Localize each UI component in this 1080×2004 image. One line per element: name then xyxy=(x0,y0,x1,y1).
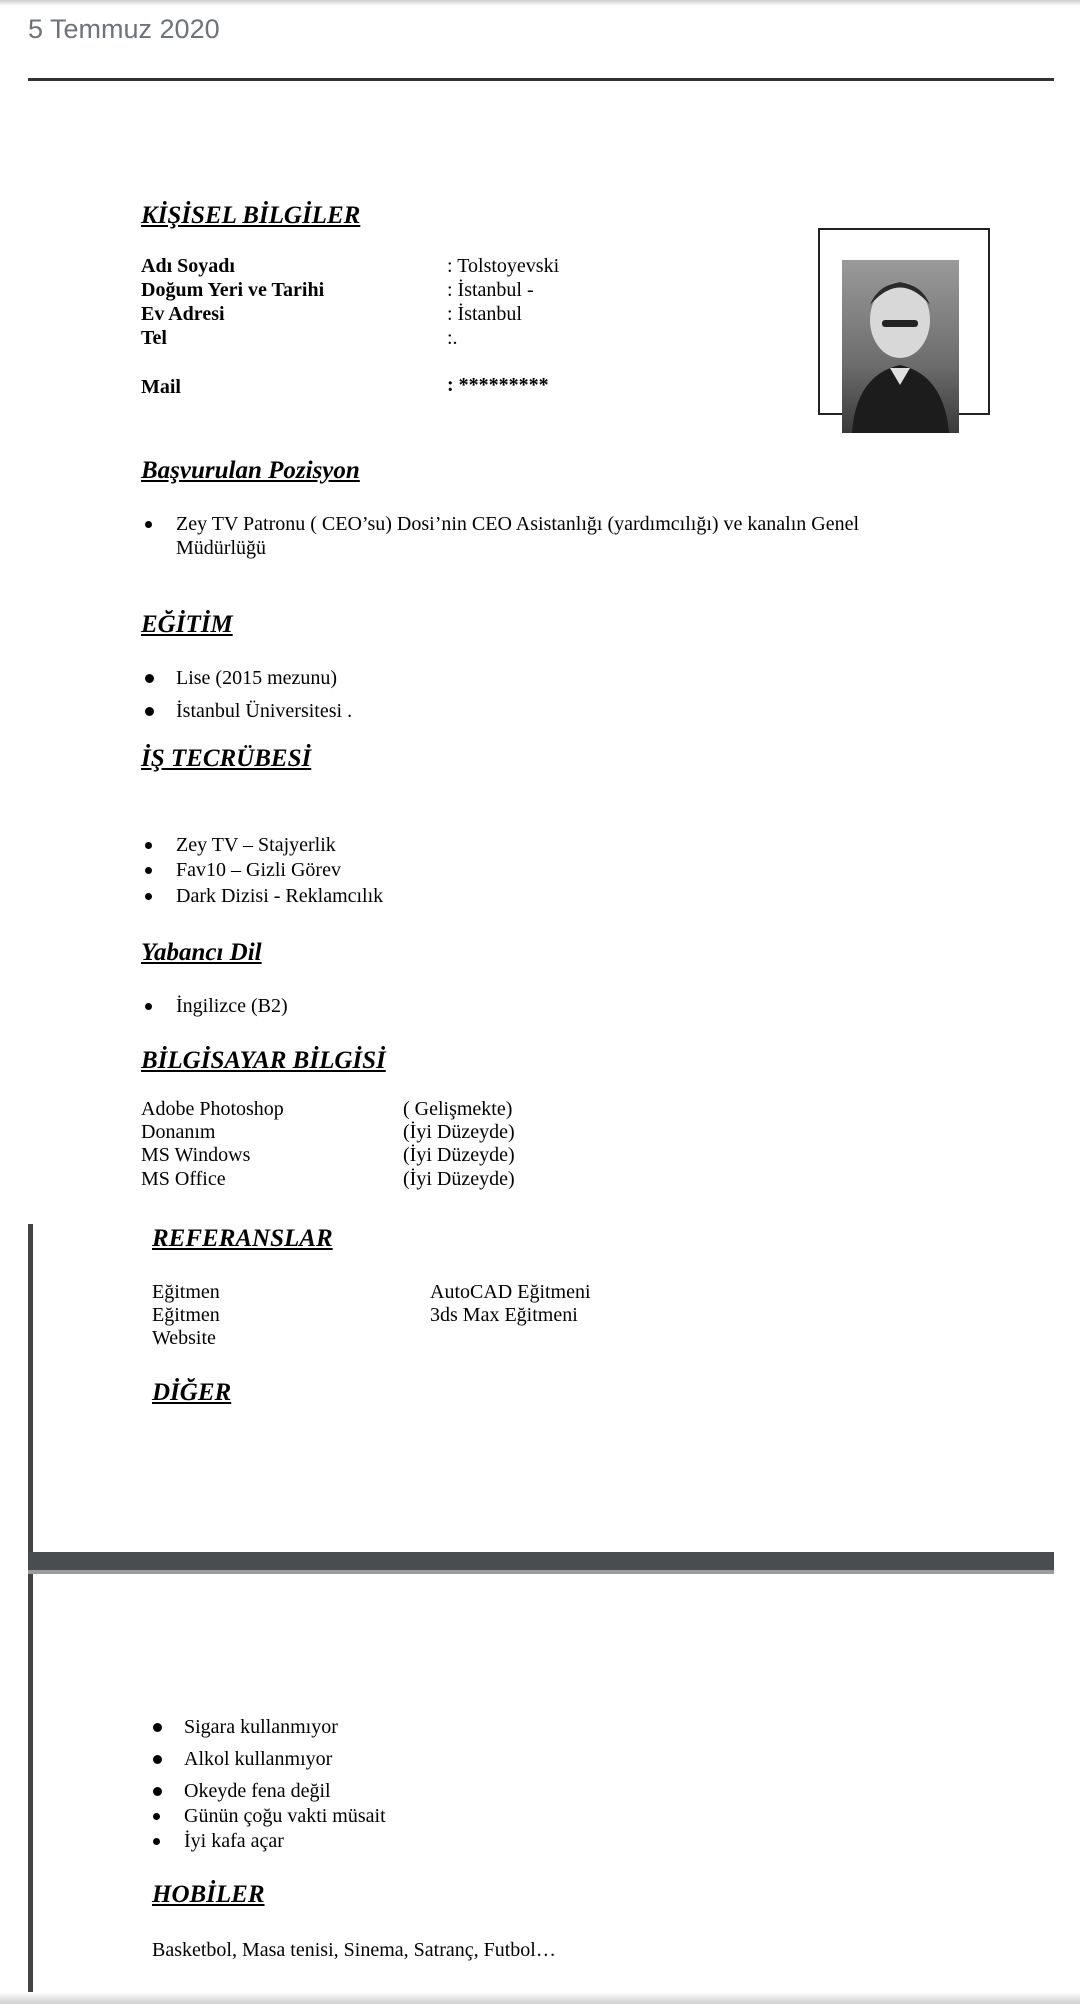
experience-heading: İŞ TECRÜBESİ xyxy=(141,745,312,772)
other-item-text: Okeyde fena değil xyxy=(184,1780,331,1802)
list-item xyxy=(153,1779,753,1803)
reference-value: AutoCAD Eğitmeni xyxy=(430,1281,591,1303)
top-edge-shadow xyxy=(0,0,1080,6)
education-heading: EĞİTİM xyxy=(141,611,233,638)
personal-label: Adı Soyadı xyxy=(141,255,235,277)
bullet-dot xyxy=(145,893,152,900)
experience-item-text: Dark Dizisi - Reklamcılık xyxy=(176,885,384,907)
reference-label: Eğitmen xyxy=(152,1304,220,1326)
bullet-dot xyxy=(153,1723,162,1732)
other-item-text: Sigara kullanmıyor xyxy=(184,1716,338,1738)
skill-name: MS Office xyxy=(141,1168,226,1190)
list-item xyxy=(145,994,745,1018)
experience-item-text: Fav10 – Gizli Görev xyxy=(176,859,341,881)
experience-item-text: Zey TV – Stajyerlik xyxy=(176,834,336,856)
bullet-dot xyxy=(153,1813,160,1820)
position-item xyxy=(145,512,905,560)
personal-value: : İstanbul xyxy=(447,303,522,325)
position-heading: Başvurulan Pozisyon xyxy=(141,457,360,484)
language-heading: Yabancı Dil xyxy=(141,939,262,966)
list-item xyxy=(145,666,745,690)
list-item xyxy=(153,1804,753,1828)
bullet-dot xyxy=(153,1755,162,1764)
reference-value: 3ds Max Eğitmeni xyxy=(430,1304,578,1326)
bullet-dot xyxy=(145,707,154,716)
other-heading: DİĞER xyxy=(152,1379,232,1406)
reference-label: Website xyxy=(152,1327,216,1349)
other-item-text: Alkol kullanmıyor xyxy=(184,1748,333,1770)
skill-level: (İyi Düzeyde) xyxy=(403,1144,515,1166)
personal-label: Mail xyxy=(141,376,181,398)
bullet-dot xyxy=(145,521,152,528)
page-break xyxy=(28,1552,1054,1570)
bullet-dot xyxy=(145,674,154,683)
bullet-dot xyxy=(153,1838,160,1845)
skill-level: ( Gelişmekte) xyxy=(403,1098,513,1120)
personal-value: : İstanbul - xyxy=(447,279,534,301)
hobbies-text: Basketbol, Masa tenisi, Sinema, Satranç, Futbol… xyxy=(152,1939,556,1961)
position-line: Zey TV Patronu ( CEO’su) Dosi’nin CEO Asistanlığı (yardımcılığı) ve kanalın Genel xyxy=(176,513,860,535)
list-item xyxy=(145,699,745,723)
other-item-text: Günün çoğu vakti müsait xyxy=(184,1805,386,1827)
skill-level: (İyi Düzeyde) xyxy=(403,1168,515,1190)
personal-value: : Tolstoyevski xyxy=(447,255,560,277)
header-divider xyxy=(28,78,1054,81)
skill-name: Adobe Photoshop xyxy=(141,1098,284,1120)
references-heading: REFERANSLAR xyxy=(152,1225,333,1252)
position-line: Müdürlüğü xyxy=(176,537,266,559)
list-item xyxy=(153,1715,753,1739)
portrait-illustration xyxy=(842,260,959,433)
list-item xyxy=(145,858,745,882)
bullet-dot xyxy=(145,842,152,849)
hobbies-heading: HOBİLER xyxy=(152,1881,265,1908)
personal-label: Doğum Yeri ve Tarihi xyxy=(141,279,325,301)
list-item xyxy=(153,1747,753,1771)
skill-name: MS Windows xyxy=(141,1144,251,1166)
post-date: 5 Temmuz 2020 xyxy=(28,14,220,44)
computer-heading: BİLGİSAYAR BİLGİSİ xyxy=(141,1047,386,1074)
personal-value: : ********* xyxy=(447,374,549,396)
page-left-border xyxy=(28,1224,33,2004)
skill-level: (İyi Düzeyde) xyxy=(403,1121,515,1143)
personal-info-heading: KİŞİSEL BİLGİLER xyxy=(141,202,361,229)
list-item xyxy=(145,884,745,908)
personal-value: :. xyxy=(447,327,458,349)
other-item-text: İyi kafa açar xyxy=(184,1830,284,1852)
bullet-dot xyxy=(153,1787,162,1796)
skill-name: Donanım xyxy=(141,1121,216,1143)
reference-label: Eğitmen xyxy=(152,1281,220,1303)
personal-label: Ev Adresi xyxy=(141,303,225,325)
language-item-text: İngilizce (B2) xyxy=(176,995,288,1017)
profile-photo xyxy=(842,260,959,433)
bullet-dot xyxy=(145,867,152,874)
list-item xyxy=(145,833,745,857)
bullet-dot xyxy=(145,1003,152,1010)
education-item-text: Lise (2015 mezunu) xyxy=(176,667,338,689)
bottom-edge-shadow xyxy=(0,1992,1080,2004)
page-break-edge xyxy=(28,1570,1054,1574)
education-item-text: İstanbul Üniversitesi . xyxy=(176,700,353,722)
list-item xyxy=(153,1829,753,1853)
personal-label: Tel xyxy=(141,327,167,349)
